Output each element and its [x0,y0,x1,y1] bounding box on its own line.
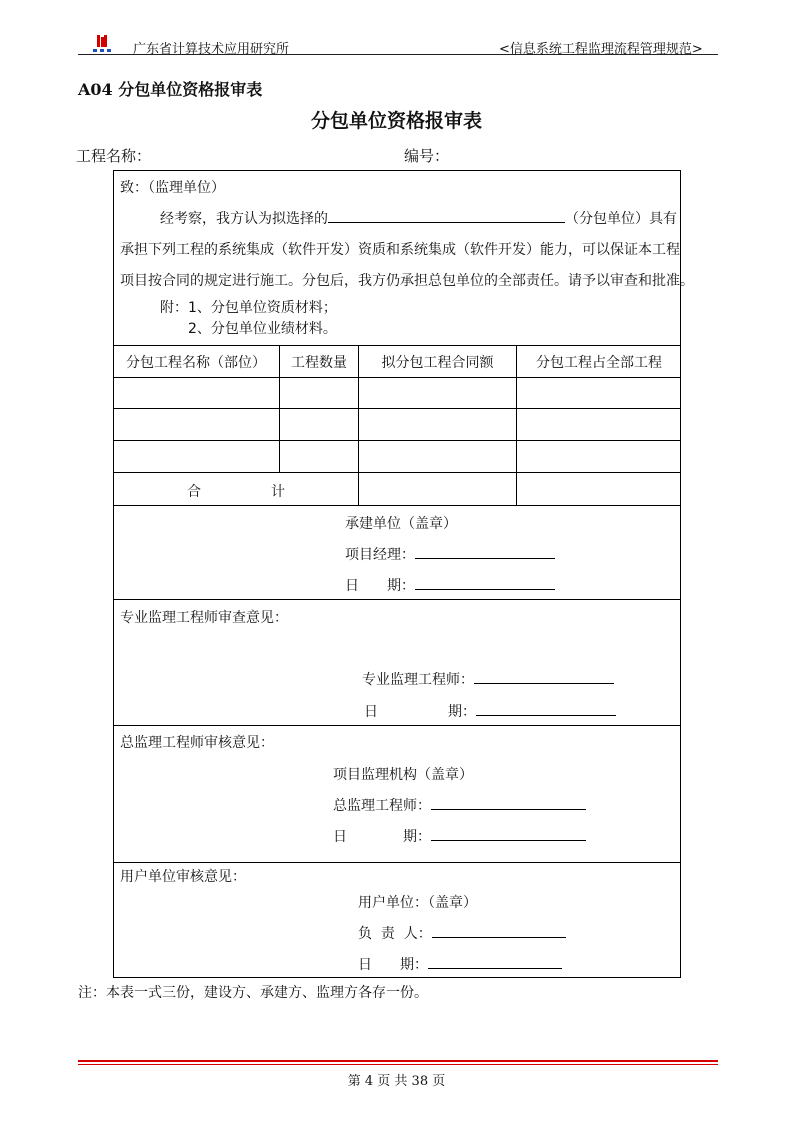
header-contract-amount: 拟分包工程合同额 [381,355,494,371]
para-unit-text: （分包单位）具有 [565,211,677,227]
footer-divider [78,1064,718,1065]
row-divider [113,440,681,441]
date-label: 日 [333,829,347,845]
chief-opinion-label: 总监理工程师审核意见： [120,735,274,751]
header-quantity: 工程数量 [291,355,347,371]
to-supervisor-line: 致：（监理单位） [120,180,225,196]
user-unit-seal-label: 用户单位：（盖章） [358,895,477,911]
attachment-2: 2、分包单位业绩材料。 [188,321,337,337]
project-name-label: 工程名称： [76,147,152,165]
attachment-1: 附：1、分包单位资质材料； [160,300,337,316]
chief-date-line [333,826,586,846]
project-manager-label: 项目经理： [345,547,415,563]
row-divider [113,599,681,600]
contractor-date-blank[interactable] [415,575,555,590]
row-divider [113,408,681,409]
project-manager-blank[interactable] [415,544,555,559]
user-date-blank[interactable] [428,954,562,969]
chief-engineer-blank[interactable] [431,795,586,810]
date-label-suffix: 期： [387,578,415,594]
serial-number-label: 编号： [404,147,450,165]
specialist-engineer-label: 专业监理工程师： [362,672,474,688]
total-label-ji: 计 [271,484,285,500]
header-share-of-project: 分包工程占全部工程 [536,355,662,371]
form-title: 分包单位资格报审表 [310,110,482,132]
chief-engineer-line [333,795,586,815]
specialist-engineer-blank[interactable] [474,669,614,684]
specialist-opinion-label: 专业监理工程师审查意见： [120,610,288,626]
responsible-person-line [358,923,566,943]
responsible-person-blank[interactable] [432,923,566,938]
form-table [113,170,681,978]
date-label: 日 [364,704,378,720]
table-cell[interactable] [280,378,358,408]
document-title: <信息系统工程监理流程管理规范> [499,42,703,57]
page-number: 第 4 页 共 38 页 [347,1074,446,1089]
form-code-title: A04 分包单位资格报审表 [78,80,263,99]
project-manager-line [345,544,555,564]
contractor-date-line [345,575,555,595]
table-cell[interactable] [517,378,680,408]
responsible-person-label: 负 责 人： [358,926,432,942]
row-divider [113,472,681,473]
date-label-suffix: 期： [448,704,476,720]
chief-engineer-label: 总监理工程师： [333,798,431,814]
date-label-suffix: 期： [400,957,428,973]
row-divider [113,345,681,346]
specialist-date-blank[interactable] [476,701,616,716]
table-cell[interactable] [359,378,516,408]
application-line-2: 承担下列工程的系统集成（软件开发）资质和系统集成（软件开发）能力，可以保证本工程 [120,242,680,258]
application-paragraph-start [160,208,677,228]
institute-logo [92,34,112,54]
date-label-suffix: 期： [403,829,431,845]
organization-name: 广东省计算技术应用研究所 [133,42,290,57]
subcontractor-name-blank[interactable] [328,208,565,223]
total-label-he: 合 [187,484,201,500]
chief-date-blank[interactable] [431,826,586,841]
copies-note: 注：本表一式三份，建设方、承建方、监理方各存一份。 [78,985,428,1001]
row-divider [113,862,681,863]
user-date-line [358,954,562,974]
date-label: 日 [358,957,372,973]
header-subcontract-name: 分包工程名称（部位） [126,355,266,371]
row-divider [113,725,681,726]
application-line-3: 项目按合同的规定进行施工。分包后，我方仍承担总包单位的全部责任。请予以审查和批准。 [120,273,694,289]
header-divider [78,54,718,55]
user-opinion-label: 用户单位审核意见： [120,869,246,885]
specialist-engineer-line [362,669,614,689]
row-divider [113,505,681,506]
contractor-seal-label: 承建单位（盖章） [345,516,457,532]
footer-divider [78,1060,718,1062]
table-cell[interactable] [114,378,279,408]
date-label: 日 [345,578,359,594]
para-start-text: 经考察，我方认为拟选择的 [160,211,328,227]
supervision-agency-label: 项目监理机构（盖章） [333,767,473,783]
specialist-date-line [364,701,616,721]
